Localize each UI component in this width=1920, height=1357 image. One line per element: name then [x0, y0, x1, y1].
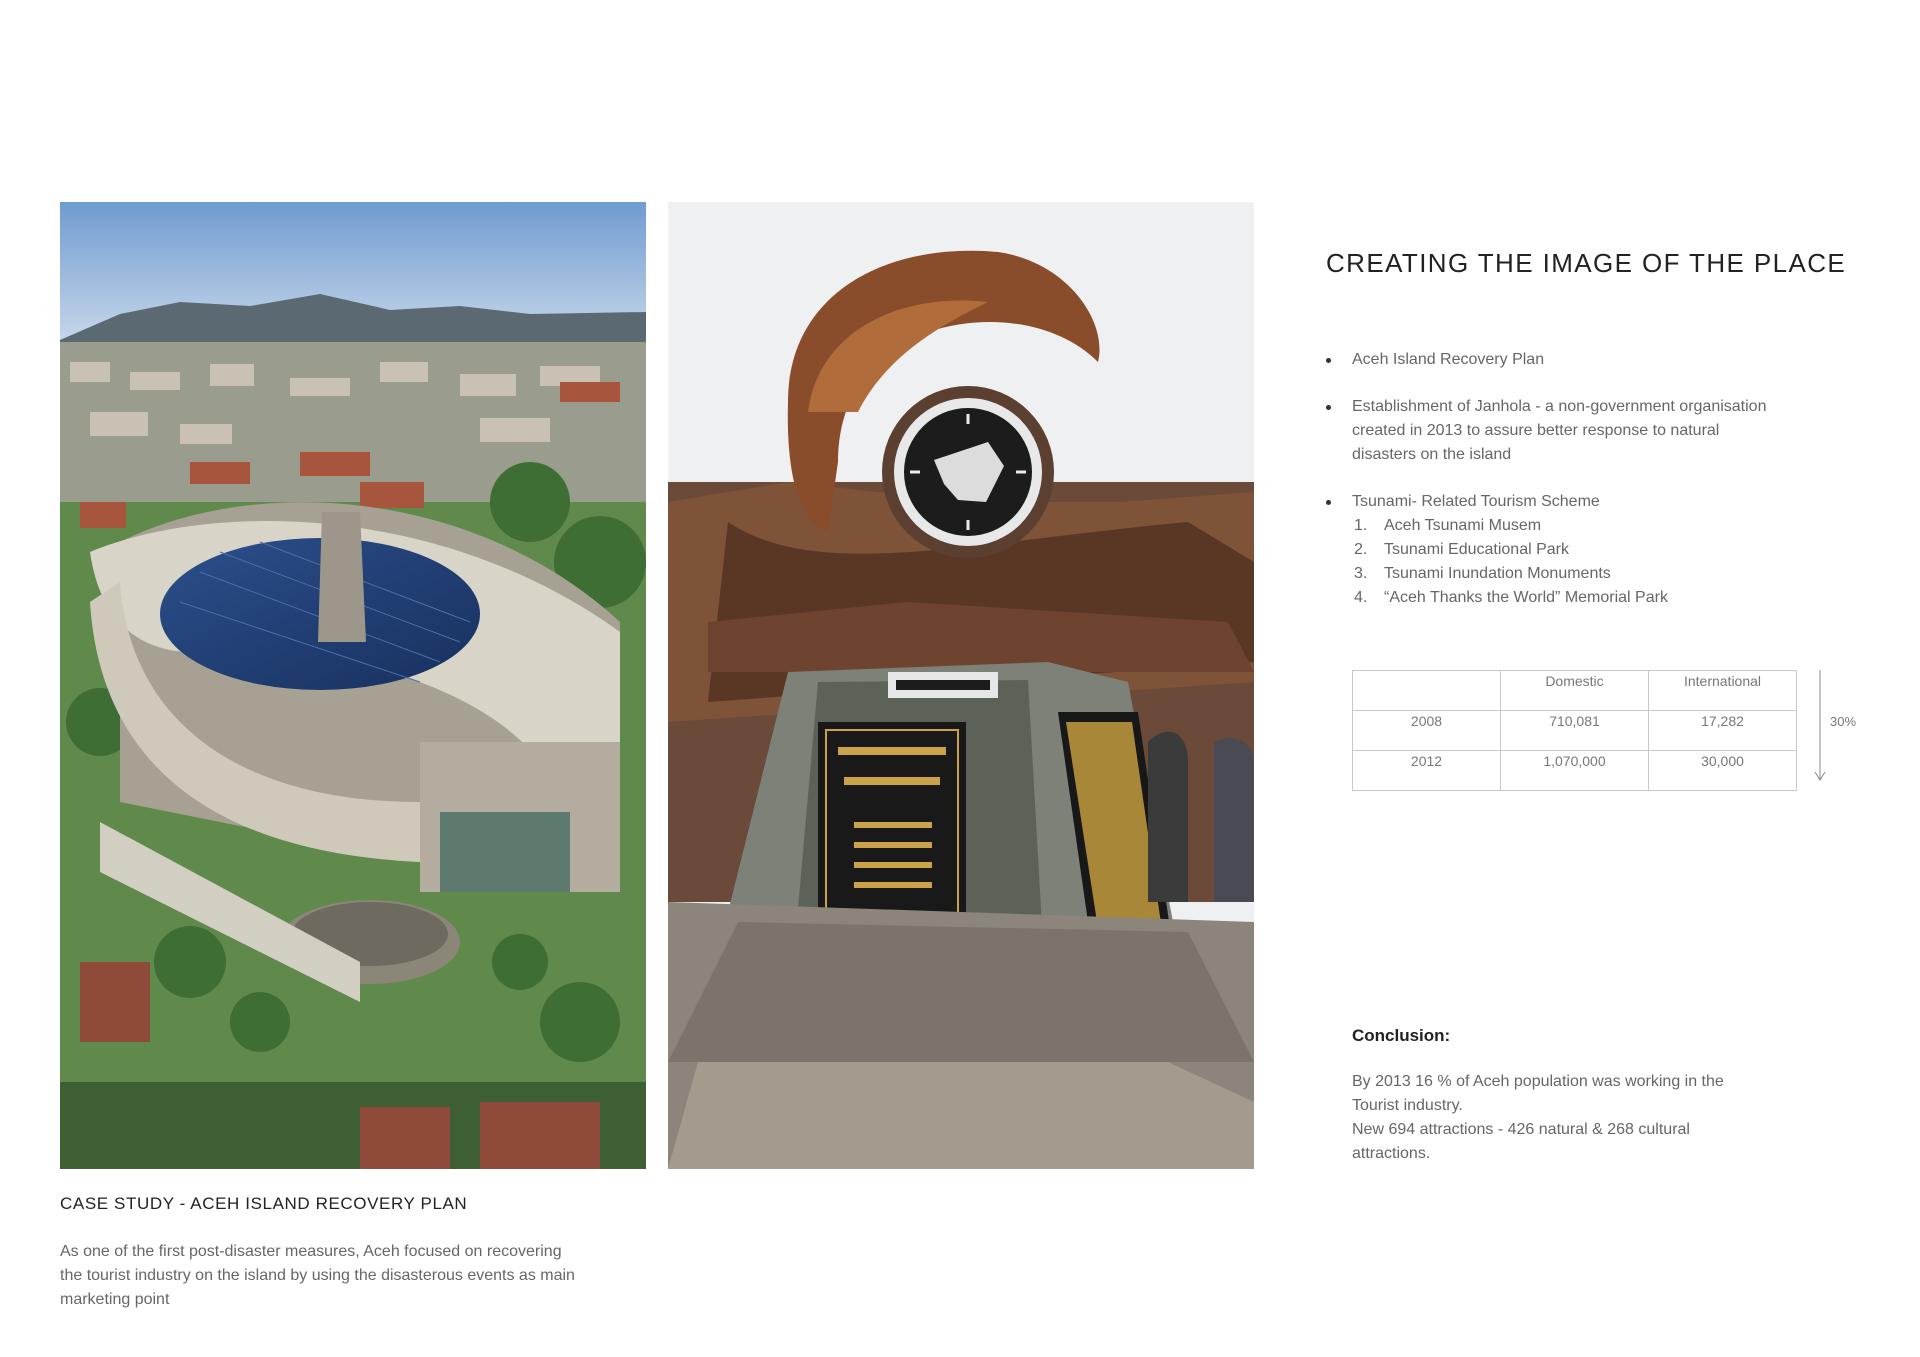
case-study-title: CASE STUDY - ACEH ISLAND RECOVERY PLAN [60, 1194, 468, 1213]
bullet-list [1352, 348, 1772, 633]
growth-arrow-icon [1814, 670, 1826, 782]
table-cell: 17,282 [1649, 711, 1797, 751]
sublist-item [1352, 514, 1772, 538]
sublist-item [1352, 562, 1772, 586]
table-header-cell: Domestic [1501, 671, 1649, 711]
sublist-number: 2. [1354, 541, 1368, 558]
table-cell: 2012 [1353, 751, 1501, 791]
sublist-number: 1. [1354, 517, 1368, 534]
table-header-cell: International [1649, 671, 1797, 711]
table-row [1353, 751, 1797, 791]
tsunami-monument-photo [668, 202, 1254, 1169]
table-row [1353, 711, 1797, 751]
sublist-text: Tsunami Educational Park [1384, 541, 1569, 558]
bullet-item-text: Aceh Island Recovery Plan [1352, 351, 1545, 368]
bullet-item [1352, 490, 1772, 610]
table-header-row [1353, 671, 1797, 711]
bullet-item [1352, 348, 1772, 372]
conclusion-title: Conclusion: [1352, 1026, 1451, 1045]
conclusion-line: By 2013 16 % of Aceh population was working in the Tourist industry. [1352, 1073, 1724, 1114]
sublist-number: 3. [1354, 565, 1368, 582]
growth-label: 30% [1830, 714, 1857, 729]
tourism-stats-table [1352, 670, 1797, 791]
table-cell: 710,081 [1501, 711, 1649, 751]
sublist-number: 4. [1354, 589, 1368, 606]
sublist-item [1352, 586, 1772, 610]
case-study-description: As one of the first post-disaster measures, Aceh focused on recovering the tourist industry on the island by using the disasterous events as main marketing point [60, 1243, 575, 1308]
bullet-item [1352, 395, 1772, 467]
tourism-scheme-list [1352, 514, 1772, 610]
bullet-item-text: Establishment of Janhola - a non-government organisation created in 2013 to assure better response to natural disasters on the island [1352, 398, 1767, 463]
aerial-museum-photo [60, 202, 646, 1169]
table-cell: 30,000 [1649, 751, 1797, 791]
sublist-item [1352, 538, 1772, 562]
sublist-text: “Aceh Thanks the World” Memorial Park [1384, 589, 1668, 606]
table-header-cell [1353, 671, 1501, 711]
page-heading: CREATING THE IMAGE OF THE PLACE [1326, 248, 1847, 278]
table-cell: 1,070,000 [1501, 751, 1649, 791]
bullet-item-text: Tsunami- Related Tourism Scheme [1352, 493, 1600, 510]
conclusion-text [1352, 1070, 1772, 1166]
sublist-text: Aceh Tsunami Musem [1384, 517, 1542, 534]
conclusion-line: New 694 attractions - 426 natural & 268 cultural attractions. [1352, 1121, 1690, 1162]
sublist-text: Tsunami Inundation Monuments [1384, 565, 1611, 582]
table-cell: 2008 [1353, 711, 1501, 751]
